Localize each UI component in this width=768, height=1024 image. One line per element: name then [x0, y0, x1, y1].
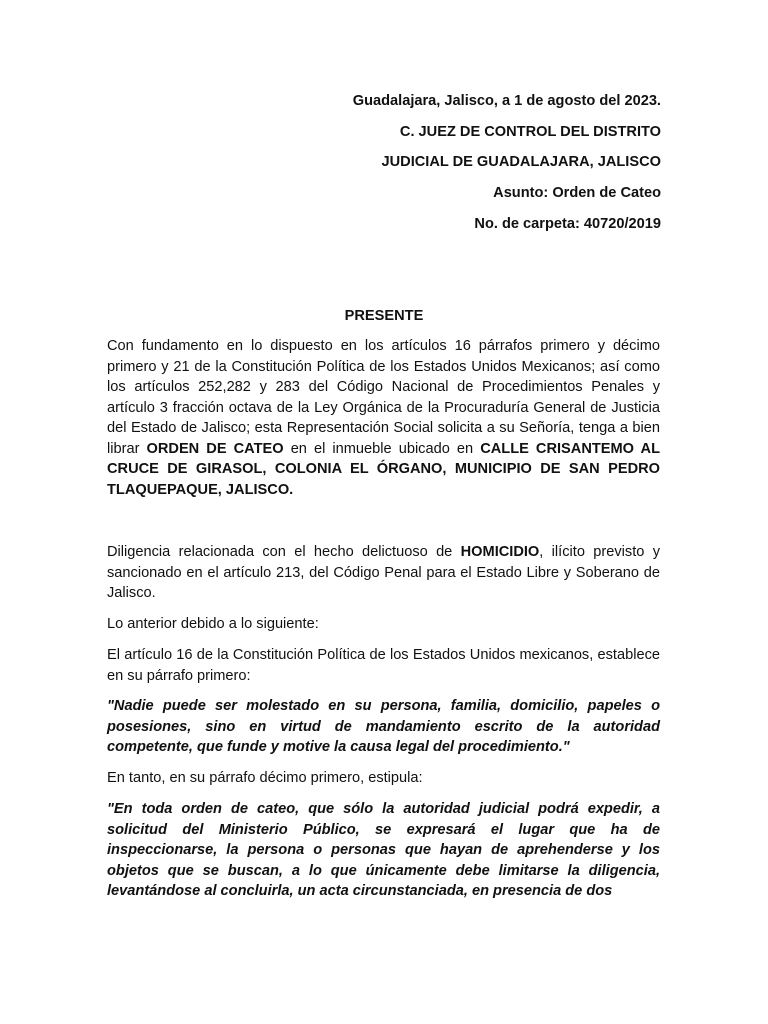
article-16-intro: El artículo 16 de la Constitución Política de los Estados Unidos mexicanos, establece en su párrafo primero: — [107, 647, 660, 684]
paragraph-11-intro: En tanto, en su párrafo décimo primero, estipula: — [107, 770, 423, 786]
salutation: PRESENTE — [344, 308, 424, 324]
request-paragraph — [107, 336, 660, 500]
request-text-a: Con fundamento en lo dispuesto en los artículos 16 párrafos primero y décimo primero y 21 de la Constitución Política de los Estados Unidos Mexicanos; así como los artículos 252,282 y 283 del Código Nacional de Procedimientos Penales y artículo 3 fracción octava de la Ley Orgánica de la Procuraduría General de Justicia del Estado de Jalisco; esta Representación Social solicita a su Señoría, tenga a bien librar — [107, 338, 660, 457]
crime-name: HOMICIDIO — [460, 544, 540, 560]
crime-text-a: Diligencia relacionada con el hecho delictuoso de — [107, 544, 461, 560]
property-address: CALLE CRISANTEMO AL CRUCE DE GIRASOL, COLONIA EL ÓRGANO, MUNICIPIO DE SAN PEDRO TLAQUEPAQUE, JALISCO. — [107, 440, 660, 498]
reason-intro: Lo anterior debido a lo siguiente: — [107, 616, 319, 632]
request-text-b: en el inmueble ubicado en — [283, 440, 481, 457]
place-date: Guadalajara, Jalisco, a 1 de agosto del 2023. — [352, 93, 661, 109]
constitution-quote-2: "En toda orden de cateo, que sólo la autoridad judicial podrá expedir, a solicitud del Ministerio Público, se expresará el lugar que ha de inspeccionarse, la persona o personas que hayan de aprehenderse y los objetos que se buscan, a lo que únicamente debe limitarse la diligencia, levantándose al concluirla, un acta circunstanciada, en presencia de dos — [107, 801, 660, 899]
order-type: ORDEN DE CATEO — [146, 440, 284, 457]
addressee-line-1: C. JUEZ DE CONTROL DEL DISTRITO — [399, 124, 661, 140]
subject-line: Asunto: Orden de Cateo — [493, 185, 661, 201]
constitution-quote-1: "Nadie puede ser molestado en su persona, familia, domicilio, papeles o posesiones, sino en virtud de mandamiento escrito de la autoridad competente, que funde y motive la causa legal del procedimiento." — [107, 698, 660, 755]
crime-text-b: , ilícito previsto y sancionado en el artículo 213, del Código Penal para el Estado Libre y Soberano de Jalisco. — [107, 544, 660, 601]
file-number: No. de carpeta: 40720/2019 — [474, 216, 661, 232]
crime-paragraph — [107, 542, 660, 604]
addressee-line-2: JUDICIAL DE GUADALAJARA, JALISCO — [381, 154, 661, 170]
